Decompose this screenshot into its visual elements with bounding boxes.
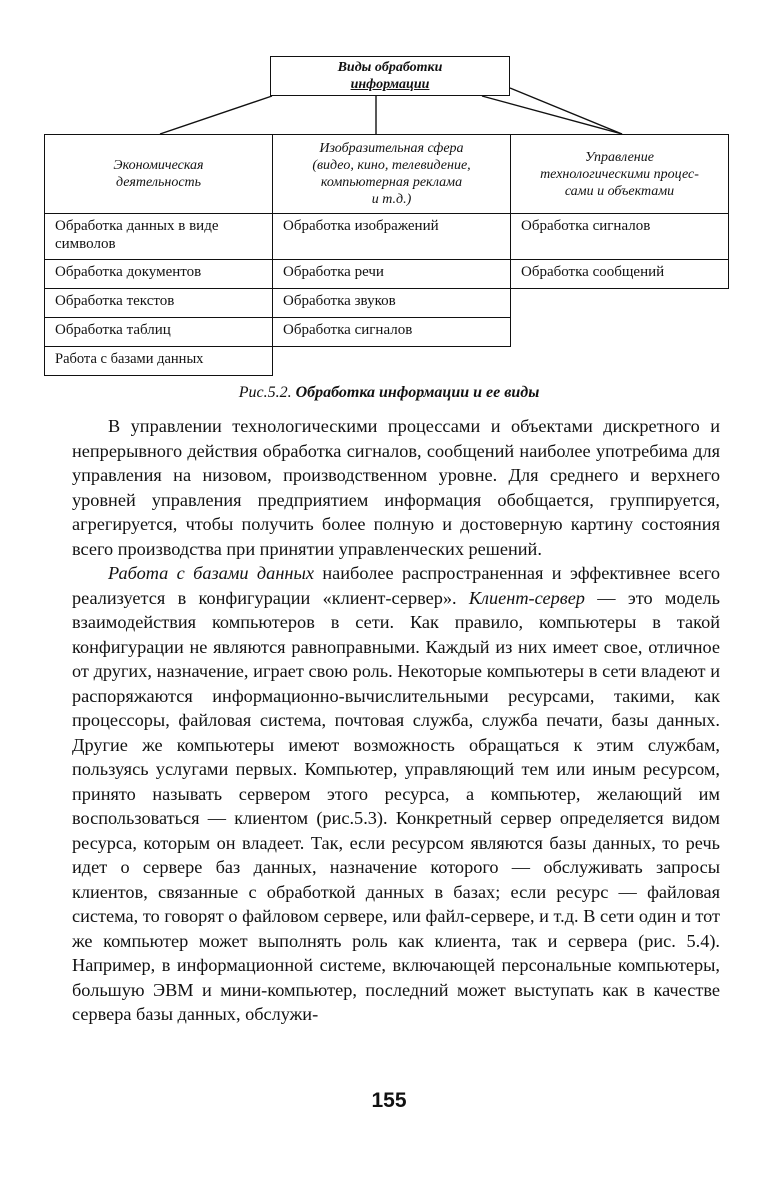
item-economic-4: Обработка таблиц [44, 317, 273, 347]
figure-title: Обработка информации и ее виды [295, 384, 540, 401]
term-databases: Работа с базами данных [108, 563, 314, 583]
header-control-line1: Управление [585, 149, 654, 165]
item-visual-1: Обработка изображений [272, 213, 511, 260]
header-visual-line4: и т.д.) [371, 192, 412, 207]
header-visual-line2: (видео, кино, телевидение, [312, 158, 471, 173]
header-economic-line1: Экономическая [113, 158, 204, 173]
item-economic-3: Обработка текстов [44, 288, 273, 318]
item-control-2: Обработка сообщений [510, 259, 729, 289]
header-control-line2: технологическими процес- [540, 166, 699, 182]
item-economic-2: Обработка документов [44, 259, 273, 289]
item-economic-1: Обработка данных в виде символов [44, 213, 273, 260]
item-control-1: Обработка сигналов [510, 213, 729, 260]
item-economic-5: Работа с базами данных [44, 346, 273, 376]
item-visual-4: Обработка сигналов [272, 317, 511, 347]
item-visual-3: Обработка звуков [272, 288, 511, 318]
diagram-title-box [270, 56, 510, 96]
paragraph-2 [72, 561, 720, 1027]
paragraph-2-part2: — это модель взаимодействия компьютеров в сети. Как правило, компьютеры в такой конфигурации не являются равноправными. Каждый из них имеет свое, отличное от других, назначение, играет свою роль. Некоторые компьютеры в сети владеют и распоряжаются информационно-вычислительными ресурсами, такими, как процессоры, файловая система, почтовая служба, служба печати, базы данных. Другие же компьютеры имеют возможность обращаться к этим службам, пользуясь услугами первых. Компьютер, управляющий тем или иным ресурсом, принято называть сервером этого ресурса, а компьютер, желающий им воспользоваться — клиентом (рис.5.3). Конкретный сервер определяется видом ресурса, которым он владеет. Так, если ресурсом являются базы данных, то речь идет о сервере баз данных, назначение которого — обслуживать запросы клиентов, связанные с обработкой данных в базах; если ресурс — файловая система, то говорят о файловом сервере, или файл-сервере, и т.д. В сети один и тот же компьютер может выполнять роль как клиента, так и сервера (рис. 5.4). Например, в информационной системе, включающей персональные компьютеры, большую ЭВМ и мини-компьютер, последний может выступать как в качестве сервера базы данных, обслужи- [72, 587, 720, 1024]
figure-caption [0, 384, 778, 402]
body-text [72, 414, 720, 1027]
header-visual-line1: Изобразительная сфера [319, 141, 464, 156]
diagram-title-line2: информации [350, 77, 430, 92]
figure-number: Рис.5.2. [238, 384, 292, 401]
header-economic [44, 134, 273, 214]
classification-diagram [0, 0, 778, 380]
term-client-server: Клиент-сервер [468, 587, 585, 608]
connector-left [160, 96, 272, 134]
header-economic-line2: деятельность [115, 175, 202, 190]
diagram-title-line1: Виды обработки [337, 60, 443, 75]
page-number: 155 [371, 1089, 407, 1112]
header-visual-line3: компьютерная реклама [320, 175, 463, 190]
connector-right-2 [510, 88, 622, 134]
paragraph-2-part1: наиболее распространенная и эффективнее всего реализуется в конфигурации «клиент-сервер». [72, 563, 720, 608]
paragraph-1: В управлении технологическими процессами и объектами дискретного и непрерывного действия обработка сигналов, сообщений наиболее употребима для управления на низовом, производственном уровне. Для среднего и верхнего уровней управления предприятием информация обобщается, группируется, агрегируется, чтобы получить более полную и достоверную картину состояния всего производства при принятии управленческих решений. [72, 416, 720, 559]
connector-right [482, 96, 622, 134]
header-visual [272, 134, 511, 214]
header-control [510, 134, 729, 214]
item-visual-2: Обработка речи [272, 259, 511, 289]
header-control-line3: сами и объектами [564, 183, 675, 199]
